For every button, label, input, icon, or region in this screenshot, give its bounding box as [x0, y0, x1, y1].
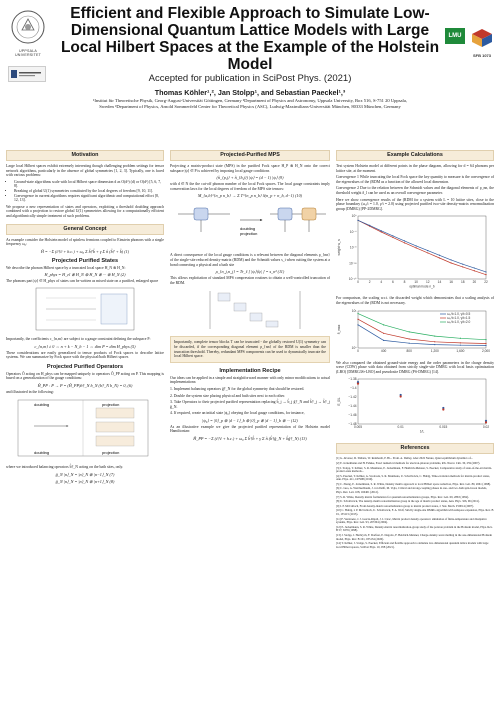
data-point — [383, 339, 384, 340]
plot-frame — [358, 216, 486, 279]
equation-10: M_{a,b}^{n_p n_b} → Σ T^{n_p n_b} δ(n_p + n_b, d−1) (10) — [197, 193, 303, 199]
examples-text-5: For comparison, the scaling w.r.t. the discarded weight which demonstrates that a scaling analysis of the eigenvalues of the (RDM is not necessary. — [336, 296, 494, 305]
uppsala-logo — [6, 10, 50, 57]
y-tick-label: −1.48 — [348, 422, 357, 427]
general-text-8: where we introduced balancing operators b̂†_N acting on the bath sites, only. — [6, 465, 124, 470]
weight-convergence-chart — [336, 213, 494, 291]
sfb-logo — [470, 28, 494, 58]
x-tick-label: 18 — [460, 280, 465, 285]
discarded-weight-chart — [336, 308, 494, 356]
diagram-label-doubling: doubling — [34, 402, 50, 408]
data-point — [450, 263, 451, 264]
y-tick-label: −1.38 — [348, 377, 357, 382]
pp-mps-heading: Projected-Purified MPS — [170, 150, 330, 161]
reference-item: [14] T. Köhler, J. Stolpp, S. Paeckel, Efficient and flexible approach to simulate low-dimensional quantum lattice models with large local Hilbert spaces, SciPost Phys. 10, 058 (2021). — [336, 541, 489, 549]
equation-1: Ĥ = −Σ (ĉ†ĉ + h.c.) + ω₀ Σ b̂†b̂ + γ Σ n̂ (b̂† + b̂) (1) — [40, 248, 130, 254]
motivation-bullet: • Ground-state algorithms scale with local Hilbert space dimension d as O(d³) (d) or O(d²) [5, 6, 7, 8]. — [14, 180, 164, 189]
mps-diagram-label-doubling: doubling — [240, 226, 256, 232]
x-tick-label: 0.02 — [482, 425, 490, 430]
y-axis-label: δ_max — [337, 324, 341, 334]
data-point — [450, 260, 451, 261]
diagram-label-projection: projection — [102, 450, 120, 456]
equation-13: Ĥ_PP = −Σ (ĉ†ĉ + h.c.) + ω₀ Σ b̂†b̂ + γ Σ n̂ (b̂†ĝ_N + b̂ĝ†_N) (13) — [193, 436, 307, 442]
legend-label: ω₀/t=1.0, γ/t=1.5 — [447, 315, 471, 320]
general-text-5: These considerations are easily generalized to tensor products of Fock spaces to describe lattice systems. We can summarize by Fock space with the physical/bath Hilbert spaces — [6, 350, 164, 360]
general-text-4: Importantly, the coefficients c_{n,m} are subject to a gauge constraint defining the subspace P: — [6, 336, 151, 341]
data-point — [392, 237, 393, 238]
data-point — [485, 339, 486, 340]
examples-text-6: We also compared the obtained ground-state energy and the order parameters in the charge density wave (CDW) phase with data obtained from strictly single-site DMRG with local basis optimization (LBO) [DMRG3S+LBO] and pseudosite DMRG (PS-DMRG) [14]. — [336, 360, 494, 374]
data-point — [474, 271, 475, 272]
examples-heading: Example Calculations — [336, 150, 494, 161]
implementation-step: 1. Implement balancing operators ĝ†_N for the global symmetry that should be restored. — [170, 386, 305, 391]
goettingen-logo — [8, 66, 46, 82]
x-tick-label: 14 — [437, 280, 442, 285]
y-tick-label: 10⁻¹² — [349, 261, 357, 266]
motivation-intro: Large local Hilbert spaces exhibit extremely interesting though challenging problem settings for tensor network algorithms, particularly in the absence of global symmetries [1, 2, 3]. Typically, one is faced with various problems: — [6, 164, 164, 178]
x-tick-label: 20 — [472, 280, 477, 285]
data-point — [381, 231, 382, 232]
data-point — [485, 274, 486, 275]
x-tick-label: 1,600 — [456, 348, 465, 353]
plot-frame — [358, 379, 486, 424]
y-tick-label: −1.42 — [348, 395, 357, 400]
general-concept-heading: General Concept — [6, 224, 164, 235]
equation-6: Ĥ_PP : P → P = (Ĥ_PP)b†_N b_N (b†_N b_N) = 0, (6) — [37, 382, 133, 388]
data-point — [357, 324, 358, 325]
data-point — [460, 342, 461, 343]
implementation-step: 3. Take Operators to their projected purified representation replacing b̂_j → b̂_j ĝ†_N and b̂†_j → b̂†_j ĝ_N. — [170, 400, 330, 409]
legend-label: ω₀/t=1.0, γ/t=0.5 — [447, 311, 471, 316]
data-point — [404, 243, 405, 244]
data-point — [434, 341, 435, 342]
sfb-logo-text: SFB 1073 — [472, 53, 491, 58]
data-point — [357, 312, 358, 313]
motivation-bullet: • Breaking of global U(1) symmetries constituted by the local degrees of freedom [9, 10, 11]. — [14, 189, 164, 194]
lmu-logo — [445, 28, 465, 44]
y-tick-label: 10⁰ — [351, 345, 357, 350]
data-point — [400, 396, 402, 398]
data-point — [460, 337, 461, 338]
lmu-logo-text: LMU — [448, 33, 462, 39]
truncation-highlight-text: Importantly, complete tensor blocks T can be truncated - the globally restored U(1) symmetry can be discarded, if the corresponding diagonal element ρ_{nn} of the RDM is smaller than the truncation threshold. Thereby, redundant MPS components can be used to dynamically truncate the local Hilbert space. — [174, 340, 326, 359]
uppsala-seal-icon — [11, 10, 45, 44]
x-tick-label: 16 — [449, 280, 453, 285]
data-point — [485, 344, 486, 345]
examples-text-2: Convergence 1 While truncating the local Fock space the key quantity to measure is the convergence of the eigenvalues of the (RDM as a function of the allowed local dimension. — [336, 175, 494, 184]
examples-text-4: Here we show convergence results of the (RDM for a system with L = 10 lattice sites, close to the phase boundary (ω₀/t = 1.0, γ/t = 2.0) using projected purified two-site density-matrix renormalization group (DMRG) [PP-2DMRG]. — [336, 197, 494, 211]
truncation-highlight-box — [170, 336, 330, 362]
data-point — [357, 318, 358, 319]
data-point — [460, 344, 461, 345]
implementation-step: 4. If required, create an initial state |ψ₀⟩ obeying the local gauge conditions, for instance, — [170, 411, 305, 416]
y-tick-label: 10¹ — [351, 308, 357, 313]
data-point — [462, 264, 463, 265]
reference-item: [7] S. R. White, Density matrix formulation for quantum renormalization groups, Phys. Rev. Lett. 69, 2863 (1992). — [336, 494, 469, 499]
reference-item: [5] C. Zhang, E. Jeckelmann, S. R. White, Density matrix approach to local Hilbert space reduction, Phys. Rev. Lett. 80, 2661 (1998). — [336, 481, 491, 486]
references-heading: References — [336, 443, 494, 454]
reference-item: [3] J. Stolpp, T. Köhler, S. R. Manmana, E. Jeckelmann, F. Heidrich-Meisner, S. Paeckel, Comparative study of state-of-the-art matrix-product-state methods... — [336, 465, 493, 474]
general-text-7: and illustrated in the following: — [6, 389, 54, 394]
data-point — [409, 342, 410, 343]
poster-authors: Thomas Köhler¹,², Jan Stolpp¹, and Sebastian Paeckel¹,³ — [154, 88, 346, 97]
column-middle — [170, 150, 330, 443]
data-point — [369, 225, 370, 226]
column-left — [6, 150, 164, 486]
y-tick-label: 10⁻¹⁶ — [348, 277, 357, 282]
data-point — [392, 236, 393, 237]
general-text-1: As example consider the Holstein model of spinless fermions coupled to Einstein phonons with a single frequency ω₀: — [6, 237, 164, 247]
data-point — [383, 324, 384, 325]
x-tick-label: 2 — [368, 280, 371, 285]
data-point — [357, 383, 359, 385]
general-text-6: Operators Ô acting on H_phys can be mapped uniquely to operators Ô_PP acting on P. This mapping is based on a generalization of the gauge conditions: — [6, 371, 164, 381]
x-tick-label: 8 — [403, 280, 406, 285]
implementation-step: 2. Double the system size placing physical and bath sites next to each other. — [170, 393, 286, 398]
equation-7: ĝ_N |n⟩_N = |n⟩_N ⊗ |n−1⟩_N (7) — [55, 472, 115, 478]
reference-item: [11] F. Verstraete, J. J. García-Ripoll, J. I. Cirac, Matrix product density operators: simulation of finite-temperature and dissipative systems, Phys. Rev. Lett. 93, 207204 (2004). — [336, 516, 487, 525]
data-point — [383, 332, 384, 333]
energy-scaling-chart — [336, 376, 494, 436]
legend-label: ω₀/t=1.0, γ/t=2.0 — [447, 319, 471, 324]
y-tick-label: −1.4 — [350, 386, 357, 391]
data-point — [439, 255, 440, 256]
mps-text-2: with d ∈ N the the cut-off phonon number of the local Fock spaces. The local gauge constraints imply conservation laws for the local degrees of freedom of the MPS site tensors: — [170, 182, 330, 191]
x-tick-label: 6 — [392, 280, 394, 285]
data-point — [485, 342, 486, 343]
x-tick-label: 0.01 — [397, 425, 404, 430]
y-tick-label: 10⁻⁴ — [349, 230, 357, 235]
reference-item: [12] E. Jeckelmann, S. R. White, Density-matrix renormalization-group study of the polaron problem in the Holstein model, Phys. Rev. B 57, 6376 (1998). — [336, 524, 493, 533]
data-point — [485, 272, 486, 273]
data-point — [409, 338, 410, 339]
x-tick-label: 400 — [380, 348, 387, 353]
motivation-outro: We propose a new representation of states and operators, exploiting a threshold doubling approach combined with a projection to restore global U(1) symmetries allowing for a computationally efficient and algorithmically simple treatment of such problems. — [6, 204, 164, 218]
reference-item: [8] U. Schollwöck, The density-matrix renormalization group in the age of matrix product states, Ann. Phys. 326, 96 (2011). — [336, 499, 480, 504]
x-tick-label: 12 — [426, 280, 430, 285]
data-point — [409, 331, 410, 332]
x-tick-label: 0.005 — [354, 425, 362, 430]
equation-11: ρ_{n_j,n_j} = Tr_ℓ [ |ψ⟩⟨ψ| ] = s_n² (11) — [215, 269, 285, 275]
x-tick-label: 1,200 — [430, 348, 439, 353]
y-tick-label: 10⁻⁸ — [349, 245, 357, 250]
data-point — [381, 232, 382, 233]
pp-operators-heading: Projected Purified Operators — [46, 363, 124, 370]
x-tick-label: 4 — [380, 280, 383, 285]
reference-item: [4] S. Paeckel, T. Köhler, A. Swoboda, S. R. Manmana, U. Schollwöck, C. Hubig, Time-evolution methods for matrix-product states, Ann. Phys. 411, 167998 (2019). — [336, 473, 490, 482]
examples-text-3: Convergence 2 Due to the relation between the Schmidt values and the diagonal elements of ρ_nn, the threshold weight δ_l can be used as an overall convergence parameter. — [336, 186, 494, 195]
implementation-heading: Implementation Recipe — [219, 367, 281, 374]
x-tick-label: 0 — [357, 280, 359, 285]
equation-9: (n̂_{p,j} + n̂_{b,j}) |ψ⟩ = (d − 1) |ψ⟩ (9) — [216, 175, 284, 181]
mps-doubling-diagram — [170, 200, 330, 248]
y-tick-label: −1.44 — [348, 404, 357, 409]
x-axis-label: optimal mode n_b — [409, 284, 435, 289]
data-point — [462, 267, 463, 268]
column-right — [336, 150, 494, 550]
data-point — [427, 250, 428, 251]
poster-title: Efficient and Flexible Approach to Simulate Low-Dimensional Quantum Lattice Models with Large Local Hilbert Spaces at the Example of the Holstein Model — [60, 5, 440, 73]
data-point — [357, 220, 358, 221]
x-tick-label: 800 — [406, 348, 412, 353]
reference-item: [10] C. Hubig, I. P. McCulloch, U. Schollwöck, F. A. Wolf, Strictly single-site DMRG algorithm with subspace expansion, Phys. Rev. B 91, 155115 (2015). — [336, 508, 494, 517]
block-structure-diagram — [170, 287, 330, 331]
general-text-2: We describe the phonon Hilbert space by a truncated local space H_N ⊗ H_N: — [6, 265, 126, 270]
mps-diagram-label-projection: projection — [240, 231, 258, 237]
goettingen-mark-icon — [9, 67, 45, 81]
diagram-label-projection: projection — [102, 402, 120, 408]
data-point — [416, 248, 417, 249]
data-point — [485, 422, 487, 424]
general-text-3: The phonons part |ψ⟩ ∈ H_phys of states can be written as mixed state on a purified, enlarged space — [6, 279, 159, 284]
data-point — [442, 409, 444, 411]
data-point — [427, 253, 428, 254]
purified-state-diagram — [6, 286, 164, 332]
data-point — [404, 241, 405, 242]
reference-item: [9] I. P. McCulloch, From density-matrix renormalization group to matrix product states, J. Stat. Mech. P10014 (2007). — [336, 503, 474, 508]
mps-text-1: Projecting a matrix-product state (MPS) in the purified Fock space H_P ⊗ H_N onto the correct subspace |ψ⟩ ∈ P is achieved by imposing local gauge conditions — [170, 164, 330, 173]
motivation-list — [6, 180, 164, 203]
equation-5: c_{n,m} ≠ 0 ⇔ n + k − N_b − 1 ⇔ dim P = dim H_phys (5) — [34, 343, 136, 349]
reference-item: [2] E. Jeckelmann and H. Fehske, Exact numerical methods for electron-phonon problems, Riv. Nuovo Cim. 30, 259 (2007). — [336, 460, 481, 465]
motivation-heading: Motivation — [6, 150, 164, 161]
pp-states-heading: Projected Purified States — [51, 257, 119, 264]
data-point — [439, 258, 440, 259]
examples-text-1: Test system Holstein model at different points in the phase diagram, allowing for d = 64 phonons per lattice site, at the moment. — [336, 164, 494, 173]
mps-text-3: A direct consequence of the local gauge conditions is a relevant between the diagonal elements ρ_{nn} of the single-site reduced density-matrix (RDM) and the Schmidt values s_i when cutting the system at a bond connecting a physical and a bath site — [170, 253, 330, 267]
operator-mapping-diagram — [6, 396, 164, 460]
y-tick-label: 10⁰ — [351, 214, 357, 219]
motivation-bullet: • Convergence in current algorithms requires significant algorithmic and computational effort [8, 12, 13]. — [14, 194, 164, 203]
uppsala-logo-text: UPPSALA UNIVERSITET — [15, 49, 41, 57]
equation-2: H_phys = H_el ⊗ H_N ⊗ H_N ⊗ ··· ⊗ H_N (2) — [44, 272, 126, 278]
data-point — [474, 268, 475, 269]
mps-text-5: As an illustrative example we give the projected purified representation of the Holstein model Hamiltonian: — [170, 424, 330, 434]
data-point — [434, 335, 435, 336]
cube-icon — [470, 28, 494, 48]
mps-text-4: This allows exploitation of standard MPS compression routines to obtain a well-controlled truncation of the RDM. — [170, 276, 330, 285]
data-point — [434, 344, 435, 345]
poster-affiliations: ¹Institut für Theoretische Physik, Georg-August-Universität Göttingen, Germany ²Department of Physics and Astronomy, Uppsala University, Box 516, S-751 20 Uppsala, Sweden ³Department of Physics, Arnold Sommerfeld Center for Theoretical Physics (ASC), Ludwig-Maximilians-Universität München, 80333 München, Germany — [92, 98, 408, 109]
x-tick-label: 0 — [357, 348, 359, 353]
equation-12: |ψ₀⟩ = |0⟩_p ⊗ |d − 1⟩_b ⊗ |0⟩_p ⊗ |d − 1⟩_b ⊗ ··· (12) — [202, 417, 298, 423]
equation-8: ĝ_N |n⟩_N = |n⟩_N ⊗ |n+1⟩_N (8) — [55, 479, 115, 485]
x-axis-label: 1/L — [419, 429, 425, 434]
reference-item: [6] C. Guo, A. Weichselbaum, J. von Delft, M. Vojta, Critical and strong-coupling phases in one- and two-bath spin-boson models, Phys. Rev. Lett. 108, 160401 (2012). — [336, 486, 488, 495]
poster-subtitle: Accepted for publication in SciPost Phys. (2021) — [148, 73, 352, 84]
reference-item: [1] G. Alvarez, D. Shibata, W. Reinhardt, P. Bi... Prom. A. Dulley, Aber 2022 Nature, Quiet equilibrium dynamics of... — [336, 456, 473, 461]
x-tick-label: 0.015 — [439, 425, 448, 430]
implementation-intro: Our ideas can be applied in a simple and straightforward manner with only minor modifications to actual implementations: — [170, 375, 330, 385]
y-tick-label: −1.46 — [348, 413, 357, 418]
references-list — [336, 457, 494, 549]
x-tick-label: 10 — [414, 280, 418, 285]
x-tick-label: 2,000 — [482, 348, 490, 353]
x-tick-label: 22 — [484, 280, 488, 285]
reference-item: [13] J. Stolpp, J. Herbrych, F. Dorfner, E. Dagotto, F. Heidrich-Meisner, Charge-density-wave melting in the one-dimensional Holstein model, Phys. Rev. B 101, 035134 (2020). — [336, 533, 492, 541]
y-axis-label: E_0/L — [337, 397, 341, 406]
diagram-label-doubling: doubling — [34, 450, 50, 456]
data-point — [416, 246, 417, 247]
y-axis-label: weight w_n — [337, 239, 341, 256]
